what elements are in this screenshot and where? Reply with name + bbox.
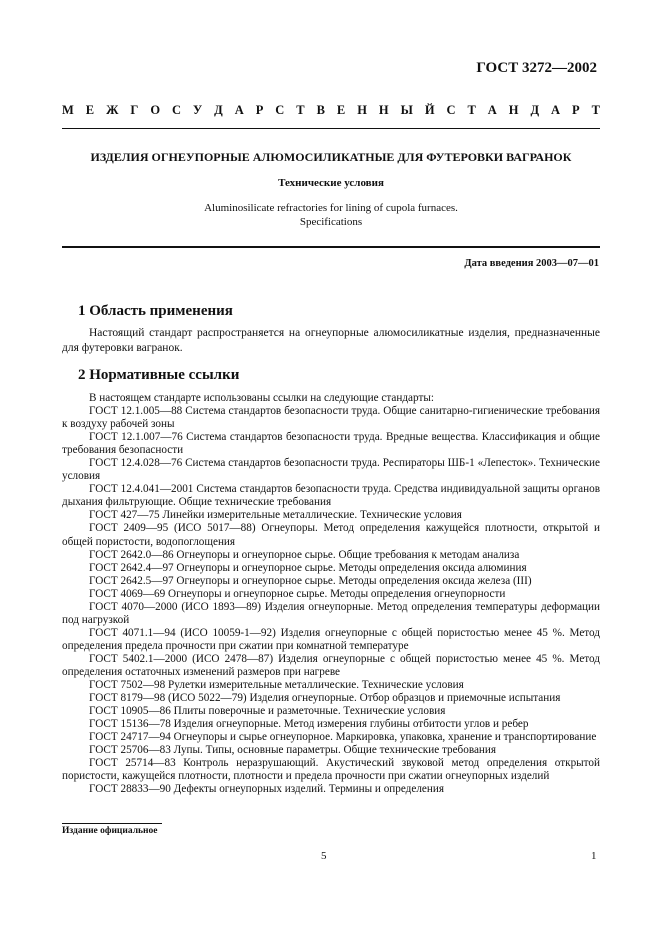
reference-item: ГОСТ 12.1.007—76 Система стандартов безопасности труда. Вредные вещества. Классификация и общие требования безопасности bbox=[62, 431, 600, 457]
document-subtitle: Технические условия bbox=[278, 177, 384, 189]
reference-item: ГОСТ 4069—69 Огнеупоры и огнеупорное сырье. Методы определения огнеупорности bbox=[89, 587, 506, 600]
references-list bbox=[62, 392, 600, 796]
reference-item: ГОСТ 10905—86 Плиты поверочные и разметочные. Технические условия bbox=[89, 705, 446, 718]
official-edition-label: Издание официальное bbox=[62, 826, 158, 836]
page-number-center: 5 bbox=[321, 850, 327, 862]
reference-item: ГОСТ 12.4.041—2001 Система стандартов безопасности труда. Средства индивидуальной защиты органов дыхания фильтрующие. Общие технические требования bbox=[62, 483, 600, 509]
reference-item: ГОСТ 7502—98 Рулетки измерительные металлические. Технические условия bbox=[89, 679, 464, 692]
section-2-heading: 2 Нормативные ссылки bbox=[78, 367, 240, 383]
reference-item: ГОСТ 28833—90 Дефекты огнеупорных изделий. Термины и определения bbox=[89, 783, 445, 796]
reference-item: ГОСТ 2642.4—97 Огнеупоры и огнеупорное сырье. Методы определения оксида алюминия bbox=[89, 561, 527, 574]
standard-number: ГОСТ 3272—2002 bbox=[476, 60, 597, 76]
footnote-divider bbox=[62, 823, 162, 824]
reference-item: ГОСТ 24717—94 Огнеупоры и сырье огнеупорное. Маркировка, упаковка, хранение и транспортирование bbox=[89, 731, 597, 744]
reference-item: ГОСТ 8179—98 (ИСО 5022—79) Изделия огнеупорные. Отбор образцов и приемочные испытания bbox=[89, 692, 561, 705]
reference-item: ГОСТ 2409—95 (ИСО 5017—88) Огнеупоры. Метод определения кажущейся плотности, открытой и общей пористости, водопоглощения bbox=[62, 522, 600, 548]
reference-item: ГОСТ 4070—2000 (ИСО 1893—89) Изделия огнеупорные. Метод определения температуры деформации под нагрузкой bbox=[62, 600, 600, 626]
title-divider bbox=[62, 246, 600, 248]
reference-item: ГОСТ 427—75 Линейки измерительные металлические. Технические условия bbox=[89, 509, 462, 522]
page-number-right: 1 bbox=[591, 850, 597, 862]
section-2-intro: В настоящем стандарте использованы ссылки на следующие стандарты: bbox=[89, 392, 434, 404]
english-subtitle: Specifications bbox=[299, 216, 363, 228]
english-title-block bbox=[62, 201, 600, 229]
section-1-text bbox=[62, 326, 600, 356]
introduction-date: Дата введения 2003—07—01 bbox=[464, 258, 599, 269]
reference-item: ГОСТ 4071.1—94 (ИСО 10059-1—92) Изделия огнеупорные с общей пористостью менее 45 %. Метод определения предела прочности при сжатии при комнатной температуре bbox=[62, 626, 600, 652]
reference-item: ГОСТ 12.1.005—88 Система стандартов безопасности труда. Общие санитарно-гигиенические требования к воздуху рабочей зоны bbox=[62, 405, 600, 431]
reference-item: ГОСТ 2642.5—97 Огнеупоры и огнеупорное сырье. Методы определения оксида железа (III) bbox=[89, 574, 532, 587]
reference-item: ГОСТ 12.4.028—76 Система стандартов безопасности труда. Респираторы ШБ-1 «Лепесток». Технические условия bbox=[62, 457, 600, 483]
reference-item: ГОСТ 2642.0—86 Огнеупоры и огнеупорное сырье. Общие требования к методам анализа bbox=[89, 548, 520, 561]
reference-item: ГОСТ 25706—83 Лупы. Типы, основные параметры. Общие технические требования bbox=[89, 744, 497, 757]
document-title: ИЗДЕЛИЯ ОГНЕУПОРНЫЕ АЛЮМОСИЛИКАТНЫЕ ДЛЯ ФУТЕРОВКИ ВАГРАНОК bbox=[90, 150, 572, 164]
reference-item: ГОСТ 15136—78 Изделия огнеупорные. Метод измерения глубины отбитости углов и ребер bbox=[89, 718, 529, 731]
english-title: Aluminosilicate refractories for lining of cupola furnaces. bbox=[204, 202, 458, 214]
reference-item: ГОСТ 25714—83 Контроль неразрушающий. Акустический звуковой метод определения открытой пористости, кажущейся плотности, плотности и предела прочности при сжатии огнеупорных изделий bbox=[62, 757, 600, 783]
top-divider bbox=[62, 128, 600, 129]
interstate-standard-banner: М Е Ж Г О С У Д А Р С Т В Е Н Н Ы Й С Т А Н Д А Р Т bbox=[62, 103, 600, 117]
section-1-heading: 1 Область применения bbox=[78, 303, 233, 319]
section-1-text-content: Настоящий стандарт распространяется на огнеупорные алюмосиликатные изделия, предназначенные для футеровки вагранок. bbox=[62, 327, 600, 354]
reference-item: ГОСТ 5402.1—2000 (ИСО 2478—87) Изделия огнеупорные с общей пористостью менее 45 %. Метод определения остаточных изменений размеров при нагреве bbox=[62, 652, 600, 678]
